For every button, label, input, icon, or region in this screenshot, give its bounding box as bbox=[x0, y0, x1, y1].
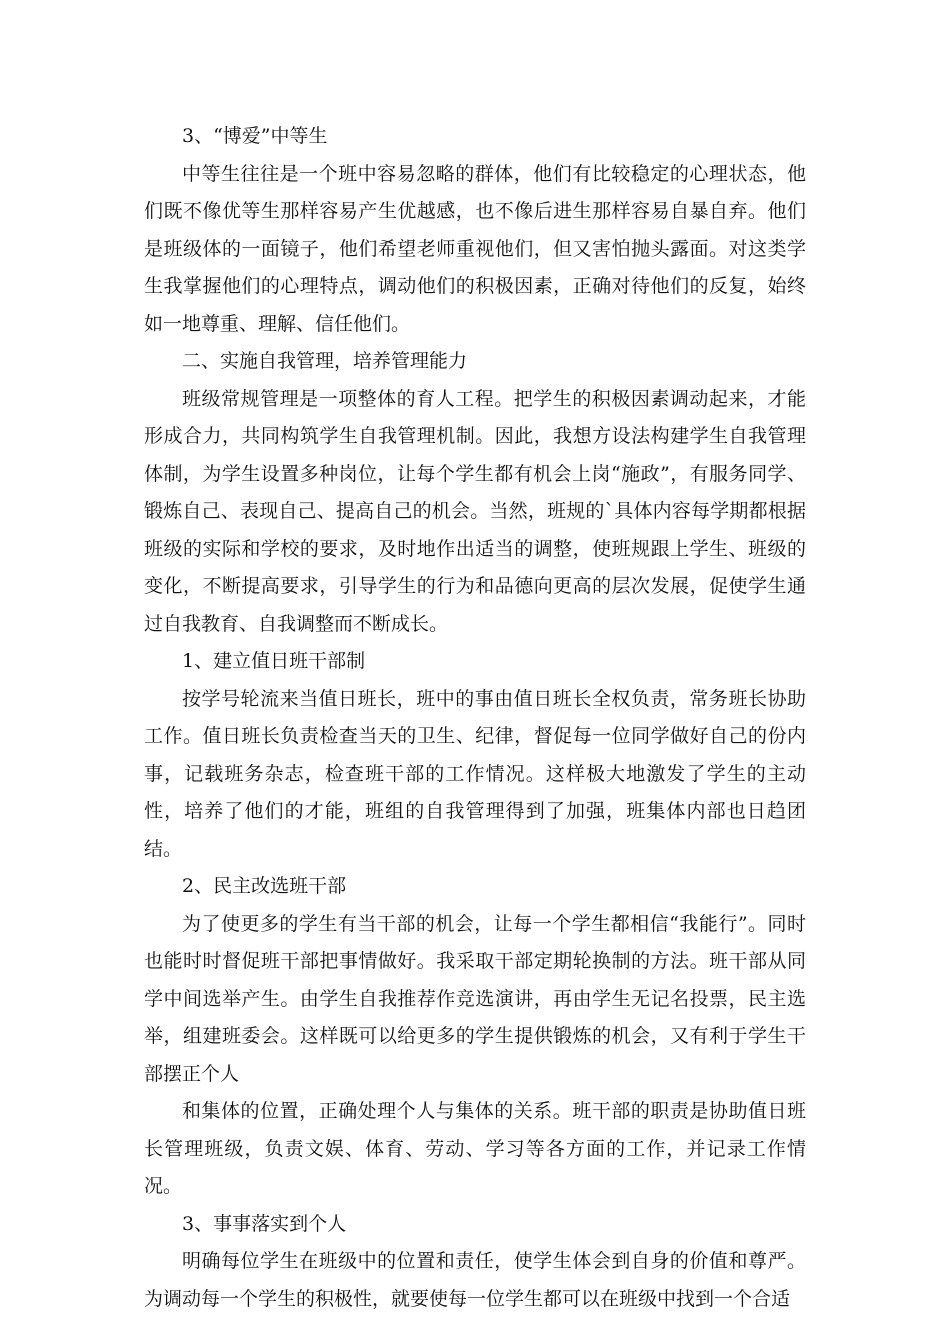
document-body bbox=[144, 118, 806, 1318]
paragraph-self-management: 班级常规管理是一项整体的育人工程。把学生的积极因素调动起来，才能形成合力，共同构筑学生自我管理机制。因此，我想方设法构建学生自我管理体制，为学生设置多种岗位，让每个学生都有机会上岗“施政”，有服务同学、锻炼自己、表现自己、提高自己的机会。当然，班规的`具体内容每学期都根据班级的实际和学校的要求，及时地作出适当的调整，使班规跟上学生、班级的变化，不断提高要求，引导学生的行为和品德向更高的层次发展，促使学生通过自我教育、自我调整而不断成长。 bbox=[144, 387, 806, 635]
paragraph-democratic-election: 为了使更多的学生有当干部的机会，让每一个学生都相信“我能行”。同时也能时时督促班干部把事情做好。我采取干部定期轮换制的方法。班干部从同学中间选举产生。由学生自我推荐作竞选演讲，再由学生无记名投票，民主选举，组建班委会。这样既可以给更多的学生提供锻炼的机会，又有利于学生干部摆正个人 bbox=[144, 912, 806, 1085]
section-heading-self-management: 二、实施自我管理，培养管理能力 bbox=[182, 350, 468, 372]
section-heading-individual-responsibility: 3、事事落实到个人 bbox=[182, 1212, 347, 1235]
paragraph-individual-responsibility: 明确每位学生在班级中的位置和责任，使学生体会到自身的价值和尊严。为调动每一个学生的积极性，就要使每一位学生都可以在班级中找到一个合适 bbox=[144, 1250, 806, 1310]
section-heading-middle-students: 3、“博爱”中等生 bbox=[182, 125, 328, 147]
section-heading-duty-monitor: 1、建立值日班干部制 bbox=[182, 650, 366, 672]
paragraph-duty-monitor: 按学号轮流来当值日班长，班中的事由值日班长全权负责，常务班长协助工作。值日班长负责检查当天的卫生、纪律，督促每一位同学做好自己的份内事，记载班务杂志，检查班干部的工作情况。这样极大地激发了学生的主动性，培养了他们的才能，班组的自我管理得到了加强，班集体内部也日趋团结。 bbox=[144, 687, 806, 860]
section-heading-democratic-election: 2、民主改选班干部 bbox=[182, 875, 347, 897]
paragraph-middle-students: 中等生往往是一个班中容易忽略的群体，他们有比较稳定的心理状态，他们既不像优等生那样容易产生优越感，也不像后进生那样容易自暴自弃。他们是班级体的一面镜子，他们希望老师重视他们，但又害怕抛头露面。对这类学生我掌握他们的心理特点，调动他们的积极因素，正确对待他们的反复，始终如一地尊重、理解、信任他们。 bbox=[144, 162, 806, 335]
paragraph-cadre-duties: 和集体的位置，正确处理个人与集体的关系。班干部的职责是协助值日班长管理班级，负责文娱、体育、劳动、学习等各方面的工作，并记录工作情况。 bbox=[144, 1100, 806, 1197]
